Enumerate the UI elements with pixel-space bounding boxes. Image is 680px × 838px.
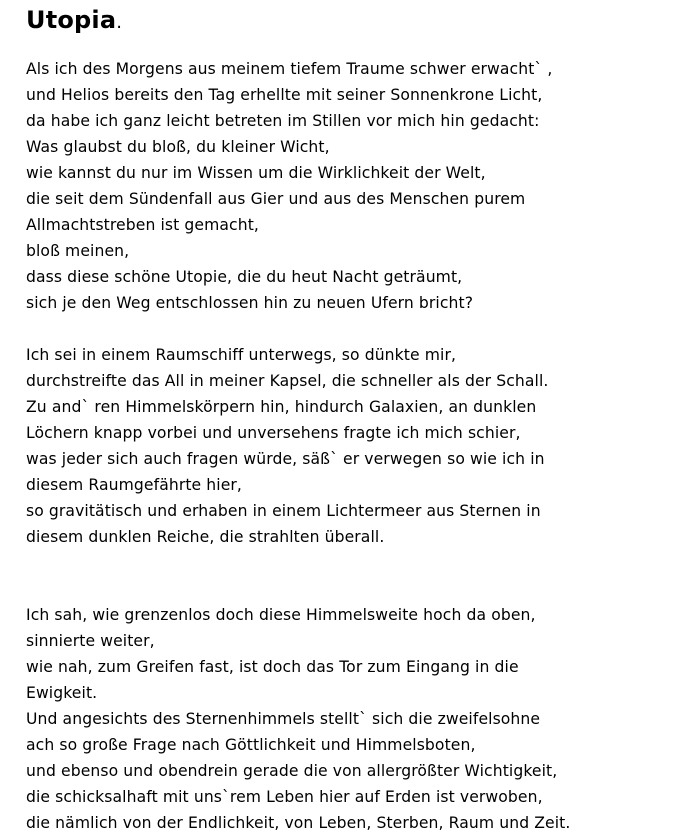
poem-title-punct: .: [116, 12, 123, 33]
poem-line: durchstreifte das All in meiner Kapsel, die schneller als der Schall.: [26, 372, 549, 390]
stanza-1: [26, 56, 676, 316]
poem-line: Als ich des Morgens aus meinem tiefem Traume schwer erwacht` ,: [26, 60, 553, 78]
poem-line: sinnierte weiter,: [26, 632, 155, 650]
poem-line: da habe ich ganz leicht betreten im Stillen vor mich hin gedacht:: [26, 112, 540, 130]
poem-line: die seit dem Sündenfall aus Gier und aus des Menschen purem: [26, 190, 526, 208]
poem-line: und Helios bereits den Tag erhellte mit seiner Sonnenkrone Licht,: [26, 86, 543, 104]
poem-line: Ewigkeit.: [26, 684, 98, 702]
stanza-3: [26, 602, 676, 836]
stanza-2: [26, 342, 676, 550]
poem-line: und ebenso und obendrein gerade die von allergrößter Wichtigkeit,: [26, 762, 558, 780]
poem-title-text: Utopia: [26, 6, 117, 34]
poem-line: Ich sei in einem Raumschiff unterwegs, so dünkte mir,: [26, 346, 457, 364]
poem-line: Ich sah, wie grenzenlos doch diese Himmelsweite hoch da oben,: [26, 606, 536, 624]
poem-line: sich je den Weg entschlossen hin zu neuen Ufern bricht?: [26, 294, 474, 312]
poem-line: ach so große Frage nach Göttlichkeit und Himmelsboten,: [26, 736, 476, 754]
poem-line: Und angesichts des Sternenhimmels stellt` sich die zweifelsohne: [26, 710, 541, 728]
poem-line: Löchern knapp vorbei und unversehens fragte ich mich schier,: [26, 424, 521, 442]
poem-line: bloß meinen,: [26, 242, 130, 260]
poem-line: so gravitätisch und erhaben in einem Lichtermeer aus Sternen in: [26, 502, 541, 520]
poem-line: wie kannst du nur im Wissen um die Wirklichkeit der Welt,: [26, 164, 486, 182]
poem-line: wie nah, zum Greifen fast, ist doch das Tor zum Eingang in die: [26, 658, 519, 676]
poem-line: die schicksalhaft mit uns`rem Leben hier auf Erden ist verwoben,: [26, 788, 543, 806]
poem-line: Was glaubst du bloß, du kleiner Wicht,: [26, 138, 330, 156]
poem-line: diesem Raumgefährte hier,: [26, 476, 242, 494]
poem-line: was jeder sich auch fragen würde, säß` er verwegen so wie ich in: [26, 450, 545, 468]
poem-line: diesem dunklen Reiche, die strahlten überall.: [26, 528, 385, 546]
poem-line: die nämlich von der Endlichkeit, von Leben, Sterben, Raum und Zeit.: [26, 814, 571, 832]
poem-line: dass diese schöne Utopie, die du heut Nacht geträumt,: [26, 268, 463, 286]
poem-line: Zu and` ren Himmelskörpern hin, hindurch Galaxien, an dunklen: [26, 398, 537, 416]
poem-title: [26, 4, 122, 39]
poem-line: Allmachtstreben ist gemacht,: [26, 216, 259, 234]
